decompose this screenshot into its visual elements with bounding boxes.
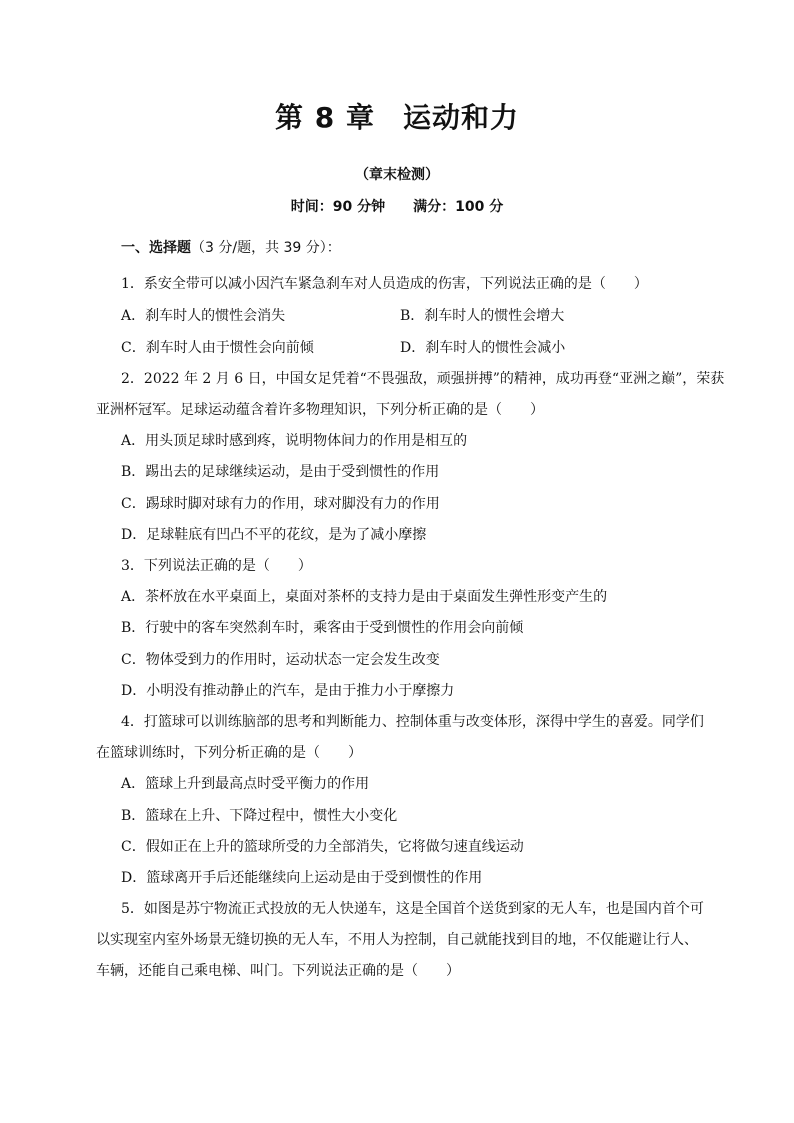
option-d: D．刹车时人的惯性会减小 — [400, 340, 566, 356]
question-stem-continued: 以实现室内室外场景无缝切换的无人车，不用人为控制，自己就能找到目的地，不仅能避让行人、 — [96, 932, 698, 948]
option-b: B．篮球在上升、下降过程中，惯性大小变化 — [121, 808, 398, 824]
option-a: A．篮球上升到最高点时受平衡力的作用 — [121, 776, 370, 792]
question-stem: 4．打篮球可以训练脑部的思考和判断能力、控制体重与改变体形，深得中学生的喜爱。同学们 — [121, 714, 704, 730]
question-stem: 3．下列说法正确的是（ ） — [121, 558, 312, 574]
exam-score: 满分：100 分 — [413, 199, 504, 215]
question-stem: 2．2022 年 2 月 6 日，中国女足凭着“不畏强敌，顽强拼搏”的精神，成功再登“亚洲之巅”，荣获 — [121, 371, 725, 387]
option-c: C．物体受到力的作用时，运动状态一定会发生改变 — [121, 652, 440, 668]
option-d: D．小明没有推动静止的汽车，是由于推力小于摩擦力 — [121, 683, 455, 699]
option-b: B．踢出去的足球继续运动，是由于受到惯性的作用 — [121, 464, 440, 480]
option-c: C．刹车时人由于惯性会向前倾 — [121, 340, 314, 356]
section-note: （3 分/题，共 39 分）： — [191, 240, 341, 256]
section-heading — [121, 238, 341, 258]
page-title — [0, 96, 794, 136]
option-c: C．假如正在上升的篮球所受的力全部消失，它将做匀速直线运动 — [121, 839, 524, 855]
option-b: B．行驶中的客车突然刹车时，乘客由于受到惯性的作用会向前倾 — [121, 620, 524, 636]
section-label: 一、选择题 — [121, 240, 191, 256]
title-name: 运动和力 — [402, 101, 519, 134]
question-stem-continued: 亚洲杯冠军。足球运动蕴含着许多物理知识，下列分析正确的是（ ） — [96, 402, 544, 418]
option-a: A．用头顶足球时感到疼，说明物体间力的作用是相互的 — [121, 433, 468, 449]
option-c: C．踢球时脚对球有力的作用，球对脚没有力的作用 — [121, 496, 440, 512]
option-a: A．茶杯放在水平桌面上，桌面对茶杯的支持力是由于桌面发生弹性形变产生的 — [121, 589, 608, 605]
question-stem: 1．系安全带可以减小因汽车紧急刹车对人员造成的伤害，下列说法正确的是（ ） — [121, 276, 648, 292]
page-subtitle: （章末检测） — [355, 167, 439, 183]
option-d: D．足球鞋底有凹凸不平的花纹，是为了减小摩擦 — [121, 527, 427, 543]
exam-time: 时间：90 分钟 — [290, 199, 386, 215]
option-a: A．刹车时人的惯性会消失 — [121, 308, 286, 324]
exam-meta — [0, 196, 794, 216]
title-chapter: 第 8 章 — [275, 101, 375, 134]
option-b: B．刹车时人的惯性会增大 — [400, 308, 565, 324]
question-stem-continued: 车辆，还能自己乘电梯、叫门。下列说法正确的是（ ） — [96, 963, 460, 979]
question-stem-continued: 在篮球训练时，下列分析正确的是（ ） — [96, 745, 362, 761]
question-stem: 5．如图是苏宁物流正式投放的无人快递车，这是全国首个送货到家的无人车，也是国内首个可 — [121, 901, 704, 917]
option-d: D．篮球离开手后还能继续向上运动是由于受到惯性的作用 — [121, 870, 483, 886]
